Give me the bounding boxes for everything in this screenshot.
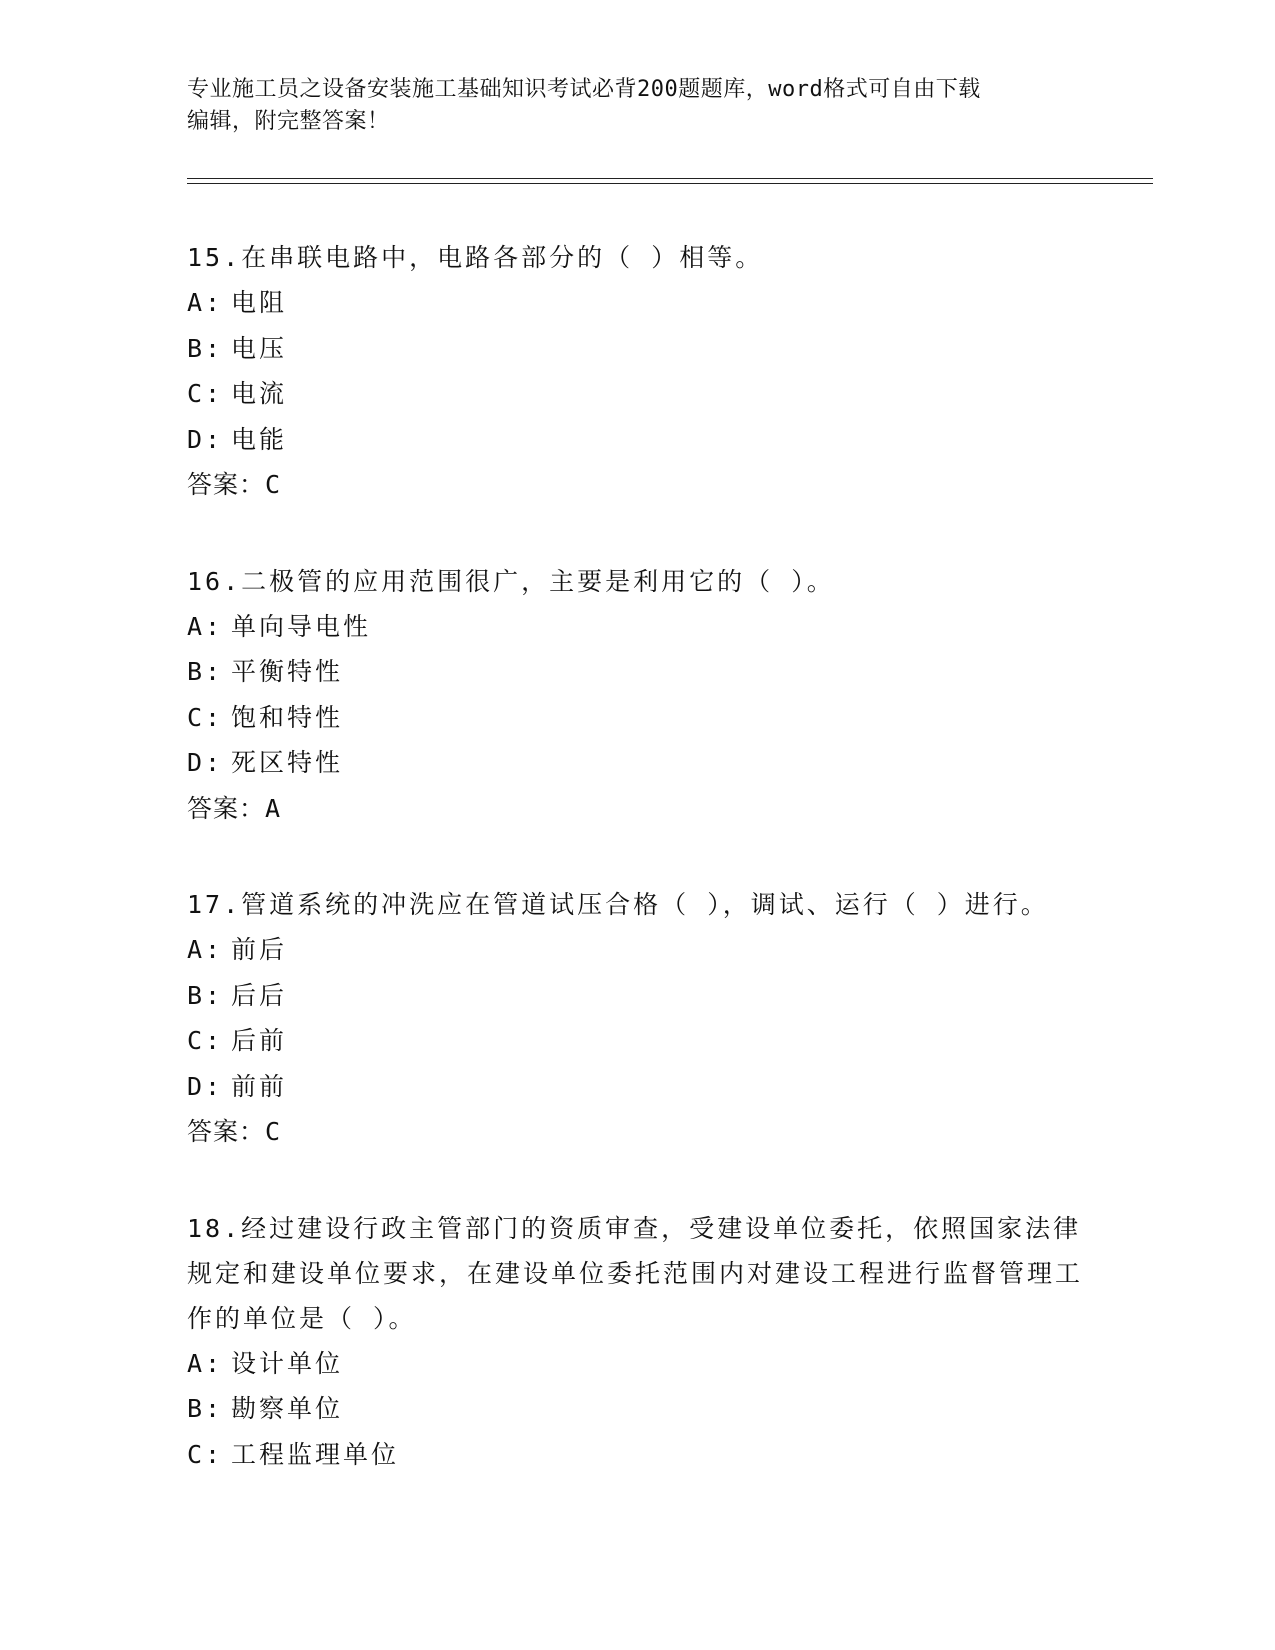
question-16 xyxy=(187,559,1087,832)
option-a xyxy=(187,604,1087,650)
option-text: 饱和特性 xyxy=(231,702,344,732)
question-text: 16.二极管的应用范围很广，主要是利用它的（ ）。 xyxy=(187,566,835,596)
option-c xyxy=(187,371,1087,417)
option-label: C: xyxy=(187,1026,224,1055)
option-text: 电流 xyxy=(231,379,288,408)
option-text: 电阻 xyxy=(231,288,288,317)
option-label: A: xyxy=(187,935,224,964)
answer-line: 答案：C xyxy=(187,1117,282,1146)
option-label: B: xyxy=(187,1394,224,1423)
question-text: 17.管道系统的冲洗应在管道试压合格（ ），调试、运行（ ）进行。 xyxy=(187,890,1049,919)
answer-line: 答案：A xyxy=(187,793,282,823)
option-text: 工程监理单位 xyxy=(231,1439,400,1469)
header-line-2: 编辑，附完整答案！ xyxy=(187,109,390,134)
header-divider-bottom xyxy=(187,183,1153,184)
option-text: 平衡特性 xyxy=(231,657,344,686)
option-label: B: xyxy=(187,657,224,686)
option-b xyxy=(187,326,1087,372)
header-line-1: 专业施工员之设备安装施工基础知识考试必背200题题库，word格式可自由下载 xyxy=(187,77,981,102)
question-17 xyxy=(187,882,1087,1155)
option-label: B: xyxy=(187,980,224,1010)
option-label: C: xyxy=(187,1439,224,1469)
option-text: 死区特性 xyxy=(231,748,344,777)
option-text: 后前 xyxy=(231,1026,288,1055)
option-label: C: xyxy=(187,702,224,732)
question-list xyxy=(187,235,1087,1528)
document-header xyxy=(187,74,1087,138)
option-a xyxy=(187,1341,1087,1387)
option-b xyxy=(187,1386,1087,1432)
option-label: D: xyxy=(187,748,224,777)
option-a xyxy=(187,280,1087,326)
option-label: C: xyxy=(187,379,224,408)
option-text: 电压 xyxy=(231,333,288,363)
question-text: 18.经过建设行政主管部门的资质审查，受建设单位委托，依照国家法律规定和建设单位要求，在建设单位委托范围内对建设工程进行监督管理工作的单位是（ ）。 xyxy=(187,1213,1084,1333)
option-b xyxy=(187,973,1087,1019)
answer-line: 答案：C xyxy=(187,470,282,499)
option-b xyxy=(187,649,1087,695)
option-d xyxy=(187,1064,1087,1110)
option-c xyxy=(187,1432,1087,1478)
option-c xyxy=(187,695,1087,741)
question-15 xyxy=(187,235,1087,508)
option-a xyxy=(187,927,1087,973)
header-divider-top xyxy=(187,178,1153,179)
option-text: 勘察单位 xyxy=(231,1394,344,1423)
option-text: 前前 xyxy=(231,1071,288,1101)
option-label: D: xyxy=(187,424,224,454)
option-text: 前后 xyxy=(231,935,288,964)
option-label: A: xyxy=(187,1348,224,1378)
option-c xyxy=(187,1018,1087,1064)
option-label: A: xyxy=(187,288,224,317)
option-text: 设计单位 xyxy=(231,1348,344,1378)
option-label: B: xyxy=(187,333,224,363)
option-label: A: xyxy=(187,611,224,641)
question-text: 15.在串联电路中，电路各部分的（ ）相等。 xyxy=(187,243,764,272)
option-d xyxy=(187,417,1087,463)
option-text: 电能 xyxy=(231,424,288,454)
option-label: D: xyxy=(187,1071,224,1101)
option-d xyxy=(187,740,1087,786)
question-18 xyxy=(187,1206,1087,1478)
option-text: 后后 xyxy=(231,980,288,1010)
option-text: 单向导电性 xyxy=(231,611,372,641)
